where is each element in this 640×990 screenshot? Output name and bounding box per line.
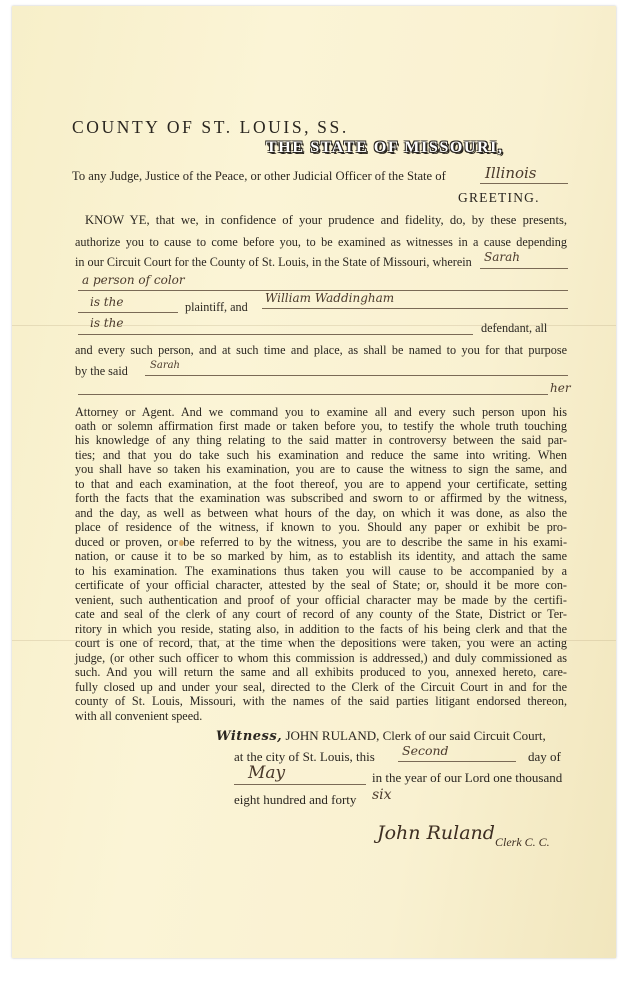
fill-line: [262, 308, 568, 309]
body-line-12: his knowledge of any thing relating to the said matter in controversy between the said par-: [75, 433, 567, 447]
body-line-15: to that and each examination, at the foot thereof, you are to append your certificate, setting: [75, 477, 567, 491]
signature-title: Clerk C. C.: [495, 835, 550, 849]
handwritten-state: Illinois: [485, 164, 537, 182]
plaintiff-label: plaintiff, and: [185, 300, 248, 314]
handwritten-plaintiff-desc: a person of color: [82, 273, 185, 287]
body-line-14: you shall have so taken his examination, you are to cause the witness to sign the same, and: [75, 462, 567, 476]
body-line-26: court is one of record, that, at the time when the depositions were taken, you were an acting: [75, 636, 567, 650]
county-heading: COUNTY OF ST. LOUIS, SS.: [72, 117, 349, 137]
handwritten-is-the: is the: [90, 295, 124, 309]
body-line-11: oath or solemn affirmation first made or taken before you, to testify the whole truth touching: [75, 419, 567, 433]
body-line-1: KNOW YE, that we, in confidence of your prudence and fidelity, do, by these presents,: [85, 213, 567, 227]
greeting: GREETING.: [458, 190, 540, 205]
body-line-2: authorize you to cause to come before you, to be examined as witnesses in a cause depending: [75, 235, 567, 249]
body-line-21: to his examination. The examinations thus taken you will cause to be accompanied by a: [75, 564, 567, 578]
state-heading: THE STATE OF MISSOURI,: [266, 139, 504, 156]
fill-line: [234, 784, 366, 785]
witness-line-3: in the year of our Lord one thousand: [372, 770, 563, 785]
handwritten-is-the-2: is the: [90, 316, 124, 330]
body-line-29: fully closed up and under your seal, directed to the Clerk of the Circuit Court in and for the: [75, 680, 567, 694]
body-line-17: and the day, as well as between what hours of the day, on which it was done, as also the: [75, 506, 567, 520]
body-line-24: cate and seal of the clerk of any court of record of any county of the State, District or Ter-: [75, 607, 567, 621]
body-line-16: forth the facts that the examination was subscribed and sworn to or affirmed by the witness,: [75, 491, 567, 505]
handwritten-defendant: William Waddingham: [265, 291, 395, 305]
handwritten-day: Second: [402, 743, 449, 758]
body-line-31: with all convenient speed.: [75, 709, 203, 723]
handwritten-plaintiff: Sarah: [484, 250, 520, 264]
body-line-28: such. And you will return the same and all exhibits produced to you, annexed hereto, care-: [75, 665, 567, 679]
fill-line: [78, 312, 178, 313]
handwritten-month: May: [248, 763, 286, 783]
body-line-19: duced or proven, or be referred to by the witness, you are to describe the same in his exami-: [75, 535, 567, 549]
body-line-10: Attorney or Agent. And we command you to examine all and every such person upon his: [75, 405, 567, 419]
body-line-22: certificate of your official character, attested by the seal of State; or, should it be more con-: [75, 578, 567, 592]
body-line-23: venient, such authentication and proof of your official character may be made by the certifi-: [75, 593, 567, 607]
witness-line-2b: day of: [528, 749, 561, 764]
defendant-label: defendant, all: [481, 321, 548, 335]
fill-line: [145, 375, 568, 376]
signature: John Ruland: [377, 822, 495, 844]
body-line-7: and every such person, and at such time and place, as shall be named to you for that purpose: [75, 343, 567, 357]
body-line-13: ties; and that you do take such his examination and reduce the same into writing. When: [75, 448, 567, 462]
fill-line: [480, 268, 568, 269]
address-line: To any Judge, Justice of the Peace, or other Judicial Officer of the State of: [72, 169, 446, 183]
fill-line: [398, 761, 516, 762]
fill-line: [78, 394, 548, 395]
handwritten-year: six: [372, 787, 392, 803]
handwritten-her: her: [550, 381, 571, 395]
body-line-30: county of St. Louis, Missouri, with the names of the said parties litigant endorsed thereon,: [75, 694, 567, 708]
fill-line: [480, 183, 568, 184]
witness-line-2a: at the city of St. Louis, this: [234, 749, 375, 764]
body-line-27: judge, (or other such officer to whom this commission is addressed,) and duly commissioned as: [75, 651, 567, 665]
witness-line-1: Witness, JOHN RULAND, Clerk of our said Circuit Court,: [216, 728, 546, 744]
body-line-20: nation, or cause it to be so marked by him, as to establish its identity, and attach the same: [75, 549, 567, 563]
fill-line: [78, 334, 473, 335]
witness-line-4: eight hundred and forty: [234, 792, 357, 807]
body-line-18: place of residence of the witness, if known to you. Should any paper or exhibit be pro-: [75, 520, 567, 534]
body-line-25: ritory in which you reside, stating also, in addition to the facts of his being clerk and that the: [75, 622, 567, 636]
body-line-3: in our Circuit Court for the County of St. Louis, in the State of Missouri, wherein: [75, 255, 472, 269]
body-line-8: by the said: [75, 364, 128, 378]
handwritten-sarah: Sarah: [150, 360, 180, 371]
